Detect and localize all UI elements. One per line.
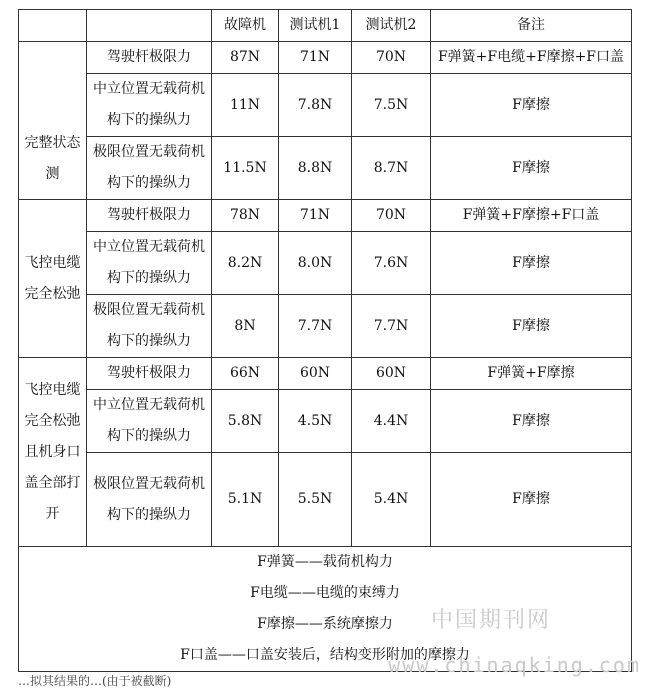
note-cell: F摩擦 <box>431 390 632 453</box>
note-cell: F摩擦 <box>431 137 632 200</box>
condition-cell: 中立位置无载荷机构下的操纵力 <box>87 74 212 137</box>
table-row <box>19 358 632 390</box>
header-notes: 备注 <box>431 10 632 42</box>
condition-cell: 驾驶杆极限力 <box>87 42 212 74</box>
legend-friction: F摩擦——系统摩擦力 <box>257 616 393 632</box>
test2-value: 70N <box>352 42 431 74</box>
table-row <box>19 232 632 295</box>
test1-value: 8.0N <box>279 232 352 295</box>
legend-cover: F口盖——口盖安装后，结构变形附加的摩擦力 <box>180 647 470 663</box>
note-cell: F弹簧+F电缆+F摩擦+F口盖 <box>431 42 632 74</box>
table-row <box>19 74 632 137</box>
condition-cell: 中立位置无载荷机构下的操纵力 <box>87 232 212 295</box>
group-label: 完整状态测 <box>19 42 87 200</box>
force-comparison-table <box>18 9 632 672</box>
note-cell: F摩擦 <box>431 74 632 137</box>
fault-value: 5.8N <box>212 390 279 453</box>
header-row <box>19 10 632 42</box>
legend-spring: F弹簧——载荷机构力 <box>257 554 393 570</box>
group-label: 飞控电缆完全松弛且机身口盖全部打开 <box>19 358 87 547</box>
condition-cell: 极限位置无载荷机构下的操纵力 <box>87 137 212 200</box>
header-cell-empty-2 <box>87 10 212 42</box>
test1-value: 4.5N <box>279 390 352 453</box>
condition-cell: 驾驶杆极限力 <box>87 200 212 232</box>
note-cell: F摩擦 <box>431 295 632 358</box>
fault-value: 87N <box>212 42 279 74</box>
test1-value: 71N <box>279 42 352 74</box>
test2-value: 7.5N <box>352 74 431 137</box>
table-row <box>19 453 632 547</box>
test1-value: 71N <box>279 200 352 232</box>
condition-cell: 驾驶杆极限力 <box>87 358 212 390</box>
note-cell: F摩擦 <box>431 453 632 547</box>
test1-value: 8.8N <box>279 137 352 200</box>
header-fault-machine: 故障机 <box>212 10 279 42</box>
table-row <box>19 295 632 358</box>
test1-value: 5.5N <box>279 453 352 547</box>
header-test-machine-2: 测试机2 <box>352 10 431 42</box>
header-cell-empty-1 <box>19 10 87 42</box>
test1-value: 60N <box>279 358 352 390</box>
condition-cell: 极限位置无载荷机构下的操纵力 <box>87 295 212 358</box>
watermark-url: www.chinaqking.com <box>388 653 641 677</box>
fault-value: 5.1N <box>212 453 279 547</box>
test2-value: 4.4N <box>352 390 431 453</box>
table-row <box>19 200 632 232</box>
table-row <box>19 390 632 453</box>
test2-value: 60N <box>352 358 431 390</box>
test1-value: 7.8N <box>279 74 352 137</box>
note-cell: F弹簧+F摩擦+F口盖 <box>431 200 632 232</box>
test1-value: 7.7N <box>279 295 352 358</box>
fault-value: 11N <box>212 74 279 137</box>
test2-value: 7.7N <box>352 295 431 358</box>
fault-value: 78N <box>212 200 279 232</box>
table-row <box>19 42 632 74</box>
test2-value: 7.6N <box>352 232 431 295</box>
watermark-site-name: 中国期刊网 <box>430 608 551 633</box>
fault-value: 8.2N <box>212 232 279 295</box>
fault-value: 66N <box>212 358 279 390</box>
test2-value: 70N <box>352 200 431 232</box>
note-cell: F摩擦 <box>431 232 632 295</box>
test2-value: 8.7N <box>352 137 431 200</box>
group-label: 飞控电缆完全松弛 <box>19 200 87 358</box>
note-cell: F弹簧+F摩擦 <box>431 358 632 390</box>
condition-cell: 中立位置无载荷机构下的操纵力 <box>87 390 212 453</box>
fault-value: 8N <box>212 295 279 358</box>
condition-cell: 极限位置无载荷机构下的操纵力 <box>87 453 212 547</box>
test2-value: 5.4N <box>352 453 431 547</box>
cut-off-text: …拟其结果的…(由于被截断) <box>18 674 172 688</box>
legend-cable: F电缆——电缆的束缚力 <box>250 585 400 601</box>
header-test-machine-1: 测试机1 <box>279 10 352 42</box>
fault-value: 11.5N <box>212 137 279 200</box>
table-row <box>19 137 632 200</box>
